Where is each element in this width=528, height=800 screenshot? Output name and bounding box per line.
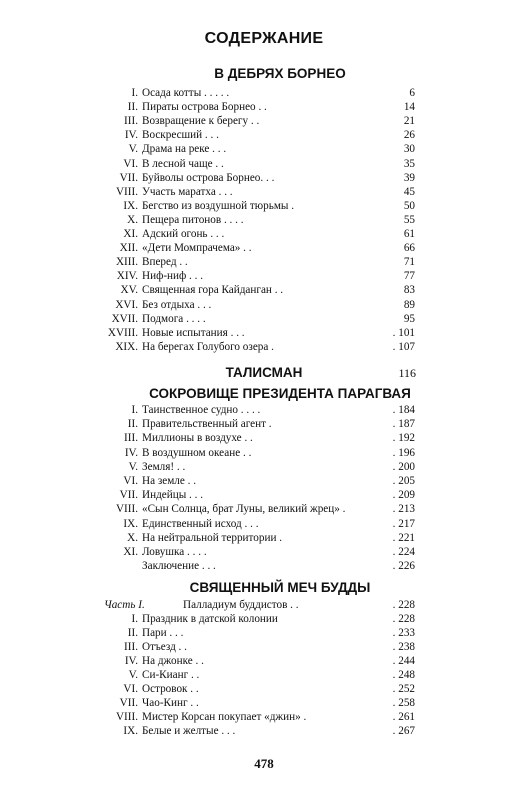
toc-entry-number: I.: [131, 613, 138, 625]
toc-entry-title: Осада котты . . . . .: [142, 87, 230, 99]
toc-entry-number: X.: [127, 531, 138, 544]
toc-entry-title: Единственный исход . . .: [142, 517, 259, 530]
toc-entry: [0, 299, 528, 312]
toc-entry-title: Земля! . .: [142, 460, 186, 473]
toc-entry: [0, 214, 528, 227]
toc-entry-page: . 244: [392, 655, 415, 667]
toc-entry-title: Заключение . . .: [142, 560, 216, 573]
toc-entry-page: . 224: [392, 546, 415, 558]
toc-entry-number: XV.: [120, 284, 138, 297]
toc-entry: [0, 475, 528, 488]
toc-entry: [0, 143, 528, 156]
toc-entry-number: I.: [131, 87, 138, 99]
toc-entry-page: . 200: [392, 460, 415, 473]
toc-entry-page: 30: [403, 143, 415, 156]
toc-entry-title: Пираты острова Борнео . .: [142, 101, 267, 114]
toc-entry: [0, 256, 528, 269]
toc-entry: [0, 200, 528, 213]
toc-entry-title: Островок . .: [142, 683, 199, 695]
toc-entry: [0, 87, 528, 100]
toc-entry-number: Часть I.: [104, 599, 145, 611]
toc-entry-title: В лесной чаще . .: [142, 157, 224, 170]
toc-entry: [0, 404, 528, 417]
toc-entry: [0, 158, 528, 171]
toc-entry-number: IV.: [124, 655, 138, 667]
toc-entry-title: Белые и желтые . . .: [142, 725, 236, 737]
toc-entry-page: . 187: [392, 418, 415, 431]
toc-entry-page: 21: [403, 115, 415, 128]
toc-entry-number: II.: [127, 101, 138, 114]
toc-entry-page: . 226: [392, 560, 415, 573]
toc-entry: [0, 418, 528, 431]
toc-entry-page: 83: [403, 284, 415, 297]
toc-entry-number: II.: [127, 627, 138, 639]
toc-entry-title: Правительственный агент .: [142, 418, 272, 431]
toc-entry-title: Участь маратха . . .: [142, 185, 233, 198]
toc-entry-title: На земле . .: [142, 475, 197, 487]
toc-entry: [0, 711, 528, 724]
toc-entry-page: . 107: [392, 340, 415, 353]
page-title: СОДЕРЖАНИЕ: [204, 30, 324, 47]
toc-entry: [0, 129, 528, 142]
toc-entry-number: V.: [128, 669, 138, 681]
toc-entry-title: Вперед . .: [142, 256, 188, 269]
toc-entry: [0, 461, 528, 474]
toc-entry: [0, 627, 528, 640]
section-title-paraguay: СОКРОВИЩЕ ПРЕЗИДЕНТА ПАРАГВАЯ: [149, 386, 411, 401]
toc-entry-title: Новые испытания . . .: [142, 326, 245, 339]
toc-entry: [0, 489, 528, 502]
toc-entry-page: 35: [403, 157, 415, 170]
toc-entry-page: 39: [403, 171, 415, 184]
toc-entry: [0, 242, 528, 255]
toc-entry-number: II.: [127, 418, 138, 431]
toc-entry: [0, 313, 528, 326]
toc-entry-title: Без отдыха . . .: [142, 298, 212, 311]
toc-entry: [0, 101, 528, 114]
toc-entry-page: . 213: [392, 503, 415, 516]
toc-entry-number: XIII.: [115, 256, 138, 269]
toc-entry-title: Пещера питонов . . . .: [142, 213, 244, 226]
toc-entry-number: III.: [124, 115, 138, 128]
toc-entry: [0, 669, 528, 682]
toc-entry-number: VII.: [119, 697, 138, 709]
toc-entry-page: . 192: [392, 432, 415, 445]
toc-entry-title: Драма на реке . . .: [142, 143, 227, 156]
toc-entry-title: Праздник в датской колонии: [142, 613, 278, 625]
toc-entry-page: . 184: [392, 404, 415, 416]
toc-entry-number: VI.: [123, 157, 138, 170]
toc-entry: [0, 228, 528, 241]
toc-entry-number: X.: [127, 213, 138, 226]
toc-entry-title: Таинственное судно . . . .: [142, 404, 261, 416]
toc-entry-title: Ловушка . . . .: [142, 546, 207, 558]
toc-entry-number: VIII.: [115, 503, 138, 516]
toc-entry-page: . 267: [392, 725, 415, 737]
toc-entry: [0, 697, 528, 710]
toc-entry-number: III.: [124, 641, 138, 653]
toc-entry: [0, 115, 528, 128]
toc-entry-page: 50: [403, 199, 415, 212]
toc-entry-page: 6: [409, 87, 415, 99]
toc-entry: [0, 613, 528, 626]
toc-entry-title: В воздушном океане . .: [142, 446, 252, 459]
section-title-talisman: ТАЛИСМАН: [225, 365, 303, 380]
toc-entry-title: Миллионы в воздухе . .: [142, 432, 253, 445]
toc-entry-title: Воскресший . . .: [142, 129, 219, 142]
toc-entry: [0, 725, 528, 738]
toc-entry-number: I.: [131, 404, 138, 416]
toc-entry-page: . 228: [392, 599, 415, 611]
toc-entry: [0, 447, 528, 460]
toc-entry-page: 89: [403, 298, 415, 311]
toc-entry-title: Буйволы острова Борнео. . .: [142, 171, 275, 184]
toc-entry-title: На нейтральной территории .: [142, 531, 283, 544]
toc-entry: [0, 546, 528, 559]
toc-entry-page: 71: [403, 256, 415, 269]
toc-entry-number: XVII.: [111, 312, 138, 325]
toc-entry-title: Чао-Кинг . .: [142, 697, 199, 709]
toc-entry-page: 61: [403, 228, 415, 240]
toc-entry-page: 45: [403, 185, 415, 198]
toc-entry-title: Возвращение к берегу . .: [142, 115, 260, 128]
toc-entry-title: Мистер Корсан покупает «джин» .: [142, 711, 307, 723]
toc-entry-title: Подмога . . . .: [142, 312, 206, 325]
toc-entry-title: На берегах Голубого озера .: [142, 340, 274, 353]
toc-entry-title: «Дети Момпрачема» . .: [142, 242, 252, 255]
toc-entry: [0, 599, 528, 612]
toc-entry-number: VIII.: [115, 711, 138, 723]
toc-entry-page: 77: [403, 270, 415, 283]
toc-entry: [0, 560, 528, 573]
section-page-talisman: 116: [398, 366, 416, 380]
toc-entry-number: XII.: [119, 242, 138, 255]
toc-entry-number: IX.: [123, 517, 138, 530]
toc-entry-page: . 217: [392, 517, 415, 530]
toc-entry-page: . 205: [392, 475, 415, 487]
toc-entry-page: . 261: [392, 711, 415, 723]
toc-entry-page: . 209: [392, 489, 415, 502]
toc-entry-number: IX.: [123, 199, 138, 212]
toc-entry-number: V.: [128, 143, 138, 156]
toc-entry-number: XVI.: [115, 298, 138, 311]
toc-entry-page: 66: [403, 242, 415, 255]
toc-entry-page: . 233: [392, 627, 415, 639]
toc-entry-number: VI.: [123, 683, 138, 695]
section-title-borneo: В ДЕБРЯХ БОРНЕО: [214, 66, 346, 81]
toc-entry-page: . 101: [392, 326, 415, 339]
toc-entry-number: VII.: [119, 489, 138, 502]
toc-entry: [0, 172, 528, 185]
toc-entry-number: XI.: [123, 228, 138, 240]
toc-entry-page: 14: [403, 101, 415, 114]
toc-entry-number: III.: [124, 432, 138, 445]
toc-entry-number: VII.: [119, 171, 138, 184]
toc-entry-title: «Сын Солнца, брат Луны, великий жрец» .: [142, 503, 346, 516]
toc-entry: [0, 186, 528, 199]
toc-entry-page: 95: [403, 312, 415, 325]
toc-entry-number: XI.: [123, 546, 138, 558]
toc-entry-page: . 238: [392, 641, 415, 653]
toc-entry-number: VIII.: [115, 185, 138, 198]
toc-entry-title: Ниф-ниф . . .: [142, 270, 204, 283]
toc-entry-page: . 228: [392, 613, 415, 625]
page-number: 478: [254, 756, 274, 771]
toc-entry-page: . 258: [392, 697, 415, 709]
toc-entry-page: 55: [403, 213, 415, 226]
toc-entry: [0, 655, 528, 668]
toc-entry: [0, 327, 528, 340]
toc-entry-number: IX.: [123, 725, 138, 737]
toc-entry-page: . 221: [392, 531, 415, 544]
toc-entry-title: Пари . . .: [142, 627, 184, 639]
toc-entry-title: Отъезд . .: [142, 641, 187, 653]
toc-entry: [0, 683, 528, 696]
toc-entry-title: На джонке . .: [142, 655, 204, 667]
toc-entry-page: . 248: [392, 669, 415, 681]
toc-entry: [0, 503, 528, 516]
toc-entry-title: Индейцы . . .: [142, 489, 203, 502]
toc-entry: [0, 341, 528, 354]
toc-entry-title: Адский огонь . . .: [142, 228, 225, 240]
toc-entry-number: V.: [128, 460, 138, 473]
toc-entry-number: VI.: [123, 475, 138, 487]
section-title-buddha: СВЯЩЕННЫЙ МЕЧ БУДДЫ: [189, 580, 371, 595]
toc-entry-title: Священная гора Кайданган . .: [142, 284, 284, 297]
toc-entry-number: XVIII.: [107, 326, 138, 339]
toc-entry-page: . 196: [392, 446, 415, 459]
toc-entry-title: Си-Кианг . .: [142, 669, 200, 681]
toc-entry: [0, 641, 528, 654]
toc-entry-page: 26: [403, 129, 415, 142]
toc-entry: [0, 432, 528, 445]
toc-entry-number: XIX.: [115, 340, 138, 353]
toc-entry-title: Бегство из воздушной тюрьмы .: [142, 199, 295, 212]
toc-entry-number: XIV.: [116, 270, 138, 283]
toc-entry-number: IV.: [124, 129, 138, 142]
toc-entry-title: Палладиум буддистов . .: [183, 599, 299, 611]
toc-entry: [0, 270, 528, 283]
toc-entry: [0, 532, 528, 545]
toc-entry-number: IV.: [124, 446, 138, 459]
toc-entry: [0, 518, 528, 531]
toc-entry: [0, 284, 528, 297]
toc-entry-page: . 252: [392, 683, 415, 695]
